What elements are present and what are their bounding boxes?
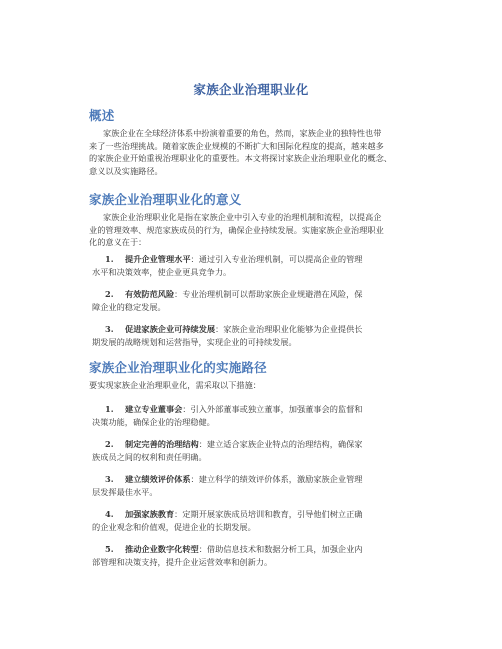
list-text: ：引入外部董事或独立董事，加强董事会的监督和 [182,404,363,414]
paragraph-line: 来了一些治理挑战。随着家族企业规模的不断扩大和国际化程度的提高，越来越多 [89,140,384,151]
list-text-continued: 决策功能，确保企业的治理稳健。 [92,416,215,427]
list-text: ：建立适合家族企业特点的治理结构，确保家 [198,439,363,449]
overview-paragraph [89,127,419,177]
list-text: ：建立科学的绩效评价体系，激励家族企业管理 [190,474,363,484]
list-text-continued: 层发挥最佳水平。 [92,486,158,497]
list-text: ：通过引入专业治理机制，可以提高企业的管理 [190,254,363,264]
list-number: 1. [105,404,114,414]
list-term: 推动企业数字化转型 [125,544,199,554]
list-term: 提升企业管理水平 [125,254,191,264]
paragraph-line: 家族企业治理职业化是指在家族企业中引入专业的治理机制和流程，以提高企 [103,212,382,222]
list-term: 建立专业董事会 [125,404,183,414]
paragraph-line: 家族企业在全球经济体系中扮演着重要的角色，然而，家族企业的独特性也带 [103,128,382,138]
list-item [92,253,422,278]
list-item [92,508,422,533]
list-item [92,403,422,428]
list-text: ：家族企业治理职业化能够为企业提供长 [215,324,363,334]
list-number: 3. [105,474,114,484]
significance-paragraph [89,211,419,249]
list-text: ：专业治理机制可以帮助家族企业规避潜在风险，保 [174,289,363,299]
list-term: 建立绩效评价体系 [125,474,191,484]
list-number: 1. [105,254,114,264]
list-text: ：借助信息技术和数据分析工具，加强企业内 [198,544,363,554]
list-item [92,288,422,313]
list-text-continued: 部管理和决策支持，提升企业运营效率和创新力。 [92,556,273,567]
list-text: ：定期开展家族成员培训和教育，引导他们树立正确 [174,509,363,519]
list-term: 有效防范风险 [125,289,175,299]
list-item [92,543,422,568]
list-number: 2. [105,289,114,299]
list-text-continued: 期发展的战略规划和运营指导，实现企业的可持续发展。 [92,336,297,347]
paragraph-line: 的家族企业开始重视治理职业化的重要性。本文将探讨家族企业治理职业化的概念、 [89,153,392,163]
list-number: 3. [105,324,114,334]
list-item [92,323,422,348]
list-item [92,438,422,463]
list-item [92,473,422,498]
list-text-continued: 水平和决策效率，使企业更具竞争力。 [92,266,232,277]
section-heading-implementation: 家族企业治理职业化的实施路径 [89,360,267,375]
paragraph-line: 化的意义在于： [89,237,147,247]
list-text-continued: 族成员之间的权利和责任明确。 [92,451,207,462]
paragraph-line: 意义以及实施路径。 [89,165,163,176]
list-number: 2. [105,439,114,449]
document-title: 家族企业治理职业化 [193,82,309,97]
implementation-paragraph [89,379,419,392]
list-text-continued: 障企业的稳定发展。 [92,301,166,312]
section-heading-overview: 概述 [89,108,115,123]
list-term: 加强家族教育 [125,509,175,519]
list-term: 制定完善的治理结构 [125,439,199,449]
list-term: 促进家族企业可持续发展 [125,324,216,334]
paragraph-line: 业的管理效率、规范家族成员的行为，确保企业持续发展。实施家族企业治理职业 [89,224,384,235]
paragraph-line: 要实现家族企业治理职业化，需采取以下措施： [89,380,261,390]
section-heading-significance: 家族企业治理职业化的意义 [89,192,242,207]
list-text-continued: 的企业观念和价值观，促进企业的长期发展。 [92,521,256,532]
list-number: 5. [105,544,114,554]
list-number: 4. [105,509,114,519]
